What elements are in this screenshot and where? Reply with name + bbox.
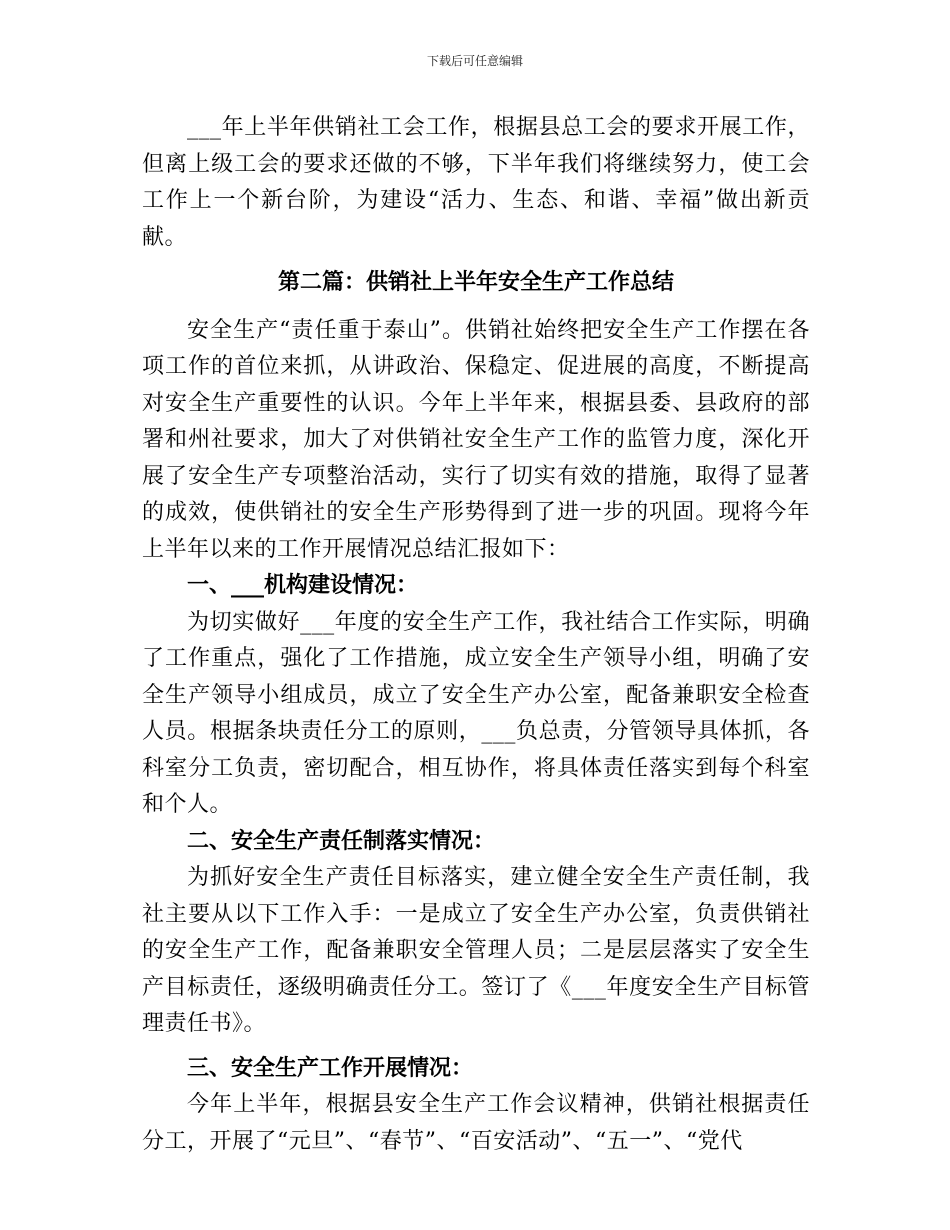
section-3-heading: 三、安全生产工作开展情况： <box>187 1055 474 1081</box>
section-1-body: 为切实做好___年度的安全生产工作，我社结合工作实际，明确了工作重点，强化了工作措施，成立安全生产领导小组，明确了安全生产领导小组成员，成立了安全生产办公室，配备兼职安全检查人员。根据条块责任分工的原则，___负总责，分管领导具体抓，各科室分工负责，密切配合，相互协作，将具体责任落实到每个科室和个人。 <box>142 609 810 817</box>
section-2-body: 为抓好安全生产责任目标落实，建立健全安全生产责任制，我社主要从以下工作入手：一是成立了安全生产办公室，负责供销社的安全生产工作，配备兼职安全管理人员；二是层层落实了安全生产目标责任，逐级明确责任分工。签订了《___年度安全生产目标管理责任书》。 <box>142 865 810 1036</box>
document-body <box>142 110 810 1160</box>
paragraph-1: 安全生产“责任重于泰山”。供销社始终把安全生产工作摆在各项工作的首位来抓，从讲政治、保稳定、促进展的高度，不断提高对安全生产重要性的认识。今年上半年来，根据县委、县政府的部署和州社要求，加大了对供销社安全生产工作的监管力度，深化开展了安全生产专项整治活动，实行了切实有效的措施，取得了显著的成效，使供销社的安全生产形势得到了进一步的巩固。现将今年上半年以来的工作开展情况总结汇报如下： <box>142 317 810 562</box>
document-title: 第二篇：供销社上半年安全生产工作总结 <box>277 270 674 295</box>
intro-paragraph: ___年上半年供销社工会工作，根据县总工会的要求开展工作，但离上级工会的要求还做的不够，下半年我们将继续努力，使工会工作上一个新台阶，为建设“活力、生态、和谐、幸福”做出新贡献。 <box>142 115 810 250</box>
section-2-heading: 二、安全生产责任制落实情况： <box>187 828 496 854</box>
page-header: 下载后可任意编辑 <box>426 54 523 68</box>
section-1-heading: 一、___机构建设情况： <box>187 573 419 598</box>
section-3-body: 今年上半年，根据县安全生产工作会议精神，供销社根据责任分工，开展了“元旦”、“春节”、“百安活动”、“五一”、“党代 <box>142 1092 810 1154</box>
